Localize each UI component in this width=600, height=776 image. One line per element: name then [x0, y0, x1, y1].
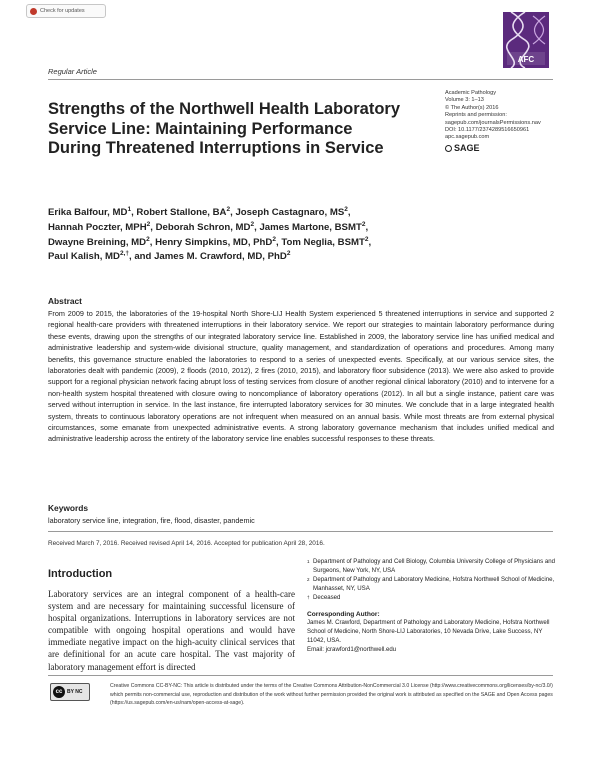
author-name: Henry Simpkins, MD, PhD — [155, 236, 273, 248]
author-affiliation-mark: 2 — [226, 205, 231, 213]
author-affiliation-mark: 2 — [250, 220, 255, 228]
author-name: Dwayne Breining, MD — [48, 236, 147, 248]
journal-doi[interactable]: DOI: 10.1177/2374289516650961 — [445, 127, 530, 134]
introduction-heading: Introduction — [48, 568, 113, 580]
affiliation-item — [307, 576, 557, 594]
middle-divider — [48, 531, 553, 532]
author-list: Erika Balfour, $MD^1$, Robert Stallone, $BA^2$, Joseph Castagnaro, $MS^2$, Hannah Poczter, MPH$^2$, Deborah Schron, $MD^2$, James Martone, BSMT$^2$, Dwayne Breining, $MD^2$, Henry Simpkins, MD, PhD$^2$, Tom Neglia, BSMT$^2$, Paul Kalish, $MD^{2,\dagger}$, and James M. Crawford, MD, PhD$^2$ — [48, 205, 372, 263]
article-title: Strengths of the Northwell Health Laboratory Service Line: Maintaining Performance During Threatened Interruptions in Service — [48, 100, 401, 157]
author-name: Tom Neglia, BSMT — [281, 236, 365, 248]
affiliation-item — [307, 594, 557, 603]
affiliations-block — [307, 558, 557, 655]
author-name: Robert Stallone, BA — [136, 207, 227, 218]
author-name: Deborah Schron, MD — [155, 221, 251, 233]
affiliation-text: Department of Pathology and Cell Biology, Columbia University College of Physicians and Surgeons, New York, NY, USA — [313, 558, 556, 574]
journal-cover-image — [503, 12, 549, 68]
keywords-text: laboratory service line, integration, fire, flood, disaster, pandemic — [48, 516, 255, 525]
dna-helix-icon — [503, 12, 549, 68]
publisher-name: SAGE — [454, 142, 480, 153]
affiliation-mark: † — [307, 594, 310, 600]
check-for-updates-label: Check for updates — [40, 8, 85, 14]
journal-volume: Volume 3: 1–13 — [445, 97, 484, 104]
author-affiliation-mark: 2 — [272, 235, 276, 243]
abstract-text: From 2009 to 2015, the laboratories of the 19-hospital North Shore-LIJ Health System experienced 5 threatened interruptions in service and supported 2 regional health-care providers with threatened interruptions in their laboratory service. We report our strategies to maintain laboratory performance during these events, drawing upon the strengths of our integrated laboratory service line. Established in 2009, the laboratory service line has unified medical and administrative leadership and system-wide divisional structure, quality management, and standardization of operations and procedures. Among many benefits, this governance structure enabled the laboratories to respond to a series of unexpected events. Specifically, at our various service sites, the laboratories dealt with pandemic (2009), 2 floods (2010, 2012), 2 fires (2010, 2015), and laboratory floor subsidence (2013). We were also asked to provide support for a regional physician network facing abrupt loss of testing services from closure of another regional clinical laboratory (2010) and to intervene for a non-health system hospital threatened with closure owing to noncompliance of laboratory operations (2012). In all but a single instance, patient care was served without interruption in service. In the last instance, fire interrupted laboratory services for 30 minutes. We conclude that in a large integrated health system, threats to continuous laboratory operations are not infrequent when measured on an annual basis. While most threats are from external physical circumstances, some emanate from unexpected administrative events. A strong laboratory governance mechanism that includes unified medical and administrative leadership across the entirety of the laboratory service line enables successful responses to these threats. — [48, 309, 554, 444]
affiliation-mark: 1 — [307, 559, 310, 564]
author-name: Joseph Castagnaro, MS — [235, 207, 345, 218]
author-affiliation-mark: 2 — [364, 235, 369, 243]
author-affiliation-mark: 1 — [127, 205, 132, 213]
journal-website-link[interactable]: apc.sagepub.com — [445, 134, 490, 141]
author-name: Hannah Poczter, MPH — [48, 221, 147, 233]
corresponding-author-email[interactable]: Email: jcrawford1@northwell.edu — [307, 646, 397, 654]
cc-by-nc-label: BY NC — [67, 689, 83, 695]
introduction-text: Laboratory services are an integral component of a health-care system and are necessary for maintaining successful licensure of hospital organizations. Interruptions in laboratory services are not compatible with ongoing hospital operations and would have immediate negative impact on the high-acuity clinical services that are definitional for an acute care hospital. The vast majority of laboratory management effort is directed — [48, 589, 295, 672]
top-divider — [48, 79, 553, 80]
cover-label: AFC — [517, 55, 535, 64]
author-affiliation-mark: 2 — [344, 205, 348, 213]
corresponding-author-heading: Corresponding Author: — [307, 610, 380, 618]
author-affiliation-mark: 2 — [146, 220, 151, 228]
author-name: James Martone, BSMT — [259, 221, 362, 233]
sage-ring-icon — [445, 145, 452, 152]
bottom-divider — [48, 675, 553, 676]
journal-info — [445, 90, 585, 152]
affiliation-item — [307, 558, 557, 576]
creative-commons-logo — [50, 683, 90, 701]
journal-permissions-link[interactable]: sagepub.com/journalsPermissions.nav — [445, 119, 541, 126]
abstract-heading: Abstract — [48, 296, 82, 306]
journal-reprints: Reprints and permission: — [445, 112, 507, 119]
keywords-heading: Keywords — [48, 503, 89, 513]
author-affiliation-mark: 2,† — [119, 250, 130, 258]
journal-copyright: © The Author(s) 2016 — [445, 104, 499, 111]
author-name: Paul Kalish, MD — [48, 251, 120, 263]
article-type: Regular Article — [48, 67, 97, 76]
sage-logo — [445, 142, 585, 153]
corresponding-author-address: James M. Crawford, Department of Pathology and Laboratory Medicine, Hofstra Northwell School of Medicine, North Shore-LIJ Laboratories, 10 Nevada Drive, Lake Success, NY 11042, USA. — [307, 619, 550, 645]
submission-dates: Received March 7, 2016. Received revised April 14, 2016. Accepted for publication April 28, 2016. — [48, 540, 325, 547]
journal-name: Academic Pathology — [445, 90, 496, 96]
affiliation-mark: 2 — [307, 576, 310, 582]
update-icon — [30, 8, 37, 15]
author-affiliation-mark: 2 — [146, 235, 150, 243]
cc-icon: cc — [53, 686, 65, 698]
affiliation-text: Department of Pathology and Laboratory Medicine, Hofstra Northwell School of Medicine, Manhasset, NY, USA — [313, 575, 555, 592]
license-text: Creative Commons CC-BY-NC: This article is distributed under the terms of the Creative Commons Attribution-NonCommercial 3.0 License (http://www.creativecommons.org/licenses/by-nc/3.0/) which permits non-commercial use, reproduction and distribution of the work without further permission provided the original work is attributed as specified on the SAGE and Open Access pages (https://us.sagepub.com/en-us/nam/open-access-at-sage). — [110, 683, 553, 707]
author-name: Erika Balfour, MD — [48, 207, 128, 218]
author-name: James M. Crawford, MD, PhD — [154, 251, 287, 263]
check-for-updates-badge[interactable] — [26, 4, 106, 18]
affiliation-text: Deceased — [313, 593, 341, 601]
author-affiliation-mark: 2 — [361, 220, 366, 228]
author-affiliation-mark: 2 — [286, 250, 291, 258]
